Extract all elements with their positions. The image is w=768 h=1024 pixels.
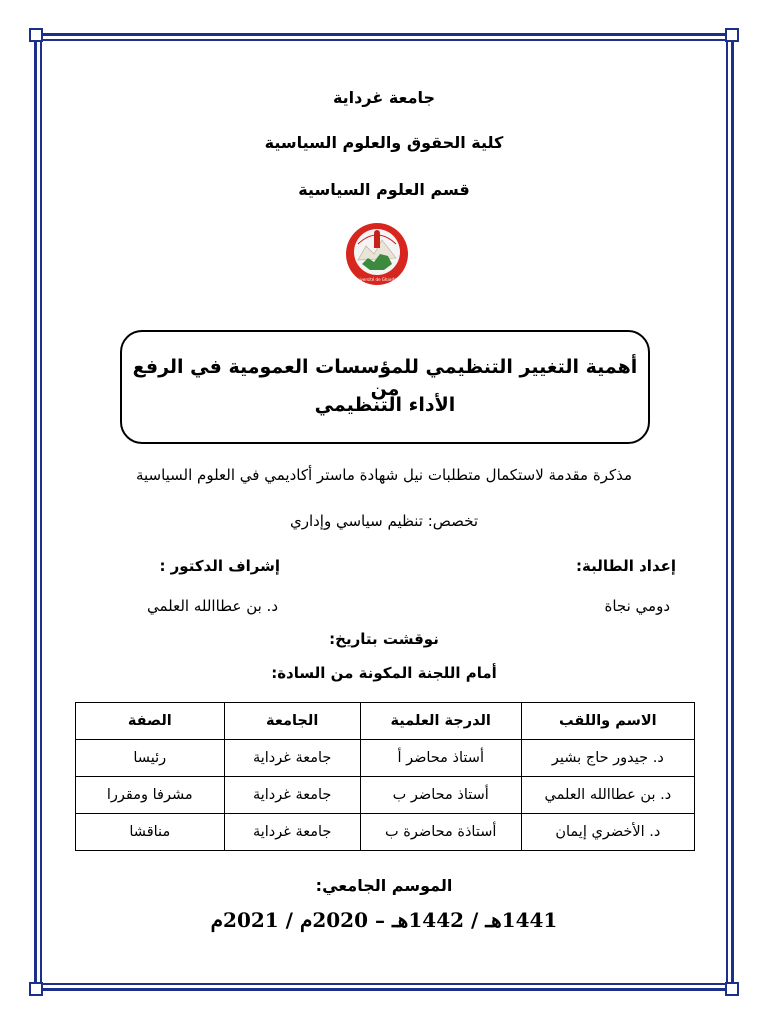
member-name: د. بن عطاالله العلمي — [521, 777, 694, 814]
header-rank: الدرجة العلمية — [360, 703, 521, 740]
member-rank: أستاذ محاضر ب — [360, 777, 521, 814]
specialty: تخصص: تنظيم سياسي وإداري — [289, 512, 479, 530]
member-rank: أستاذة محاضرة ب — [360, 814, 521, 851]
academic-year-value: 1441هـ / 1442هـ – 2020م / 2021م — [210, 908, 558, 932]
table-row — [76, 777, 695, 814]
student-label: إعداد الطالبة: — [576, 557, 676, 575]
academic-year-label: الموسم الجامعي: — [315, 876, 453, 895]
thesis-description: مذكرة مقدمة لاستكمال متطلبات نيل شهادة ماستر أكاديمي في العلوم السياسية — [135, 466, 633, 484]
committee-table — [75, 702, 695, 851]
header-role: الصفة — [76, 703, 225, 740]
supervisor-name: د. بن عطاالله العلمي — [146, 597, 278, 615]
table-row — [76, 740, 695, 777]
member-role: مناقشا — [76, 814, 225, 851]
committee-label: أمام اللجنة المكونة من السادة: — [271, 664, 497, 682]
member-university: جامعة غرداية — [224, 814, 360, 851]
defense-date-label: نوقشت بتاريخ: — [329, 630, 439, 648]
supervisor-label: إشراف الدكتور : — [159, 557, 280, 575]
thesis-title-line-1: أهمية التغيير التنظيمي للمؤسسات العمومية في الرفع من — [132, 356, 638, 400]
faculty-name: كلية الحقوق والعلوم السياسية — [264, 133, 504, 152]
header-name: الاسم واللقب — [521, 703, 694, 740]
member-role: مشرفا ومقررا — [76, 777, 225, 814]
university-logo — [344, 220, 410, 290]
member-rank: أستاذ محاضر أ — [360, 740, 521, 777]
thesis-title-line-2: الأداء التنظيمي — [314, 394, 456, 416]
university-name: جامعة غرداية — [332, 88, 436, 107]
header-university: الجامعة — [224, 703, 360, 740]
student-name: دومي نجاة — [604, 597, 670, 615]
member-role: رئيسا — [76, 740, 225, 777]
logo-caption: Université de Ghardaia — [353, 277, 401, 282]
department-name: قسم العلوم السياسية — [298, 180, 470, 199]
member-name: د. جيدور حاج بشير — [521, 740, 694, 777]
table-row — [76, 814, 695, 851]
member-university: جامعة غرداية — [224, 777, 360, 814]
member-university: جامعة غرداية — [224, 740, 360, 777]
member-name: د. الأخضري إيمان — [521, 814, 694, 851]
committee-table-header-row — [76, 703, 695, 740]
